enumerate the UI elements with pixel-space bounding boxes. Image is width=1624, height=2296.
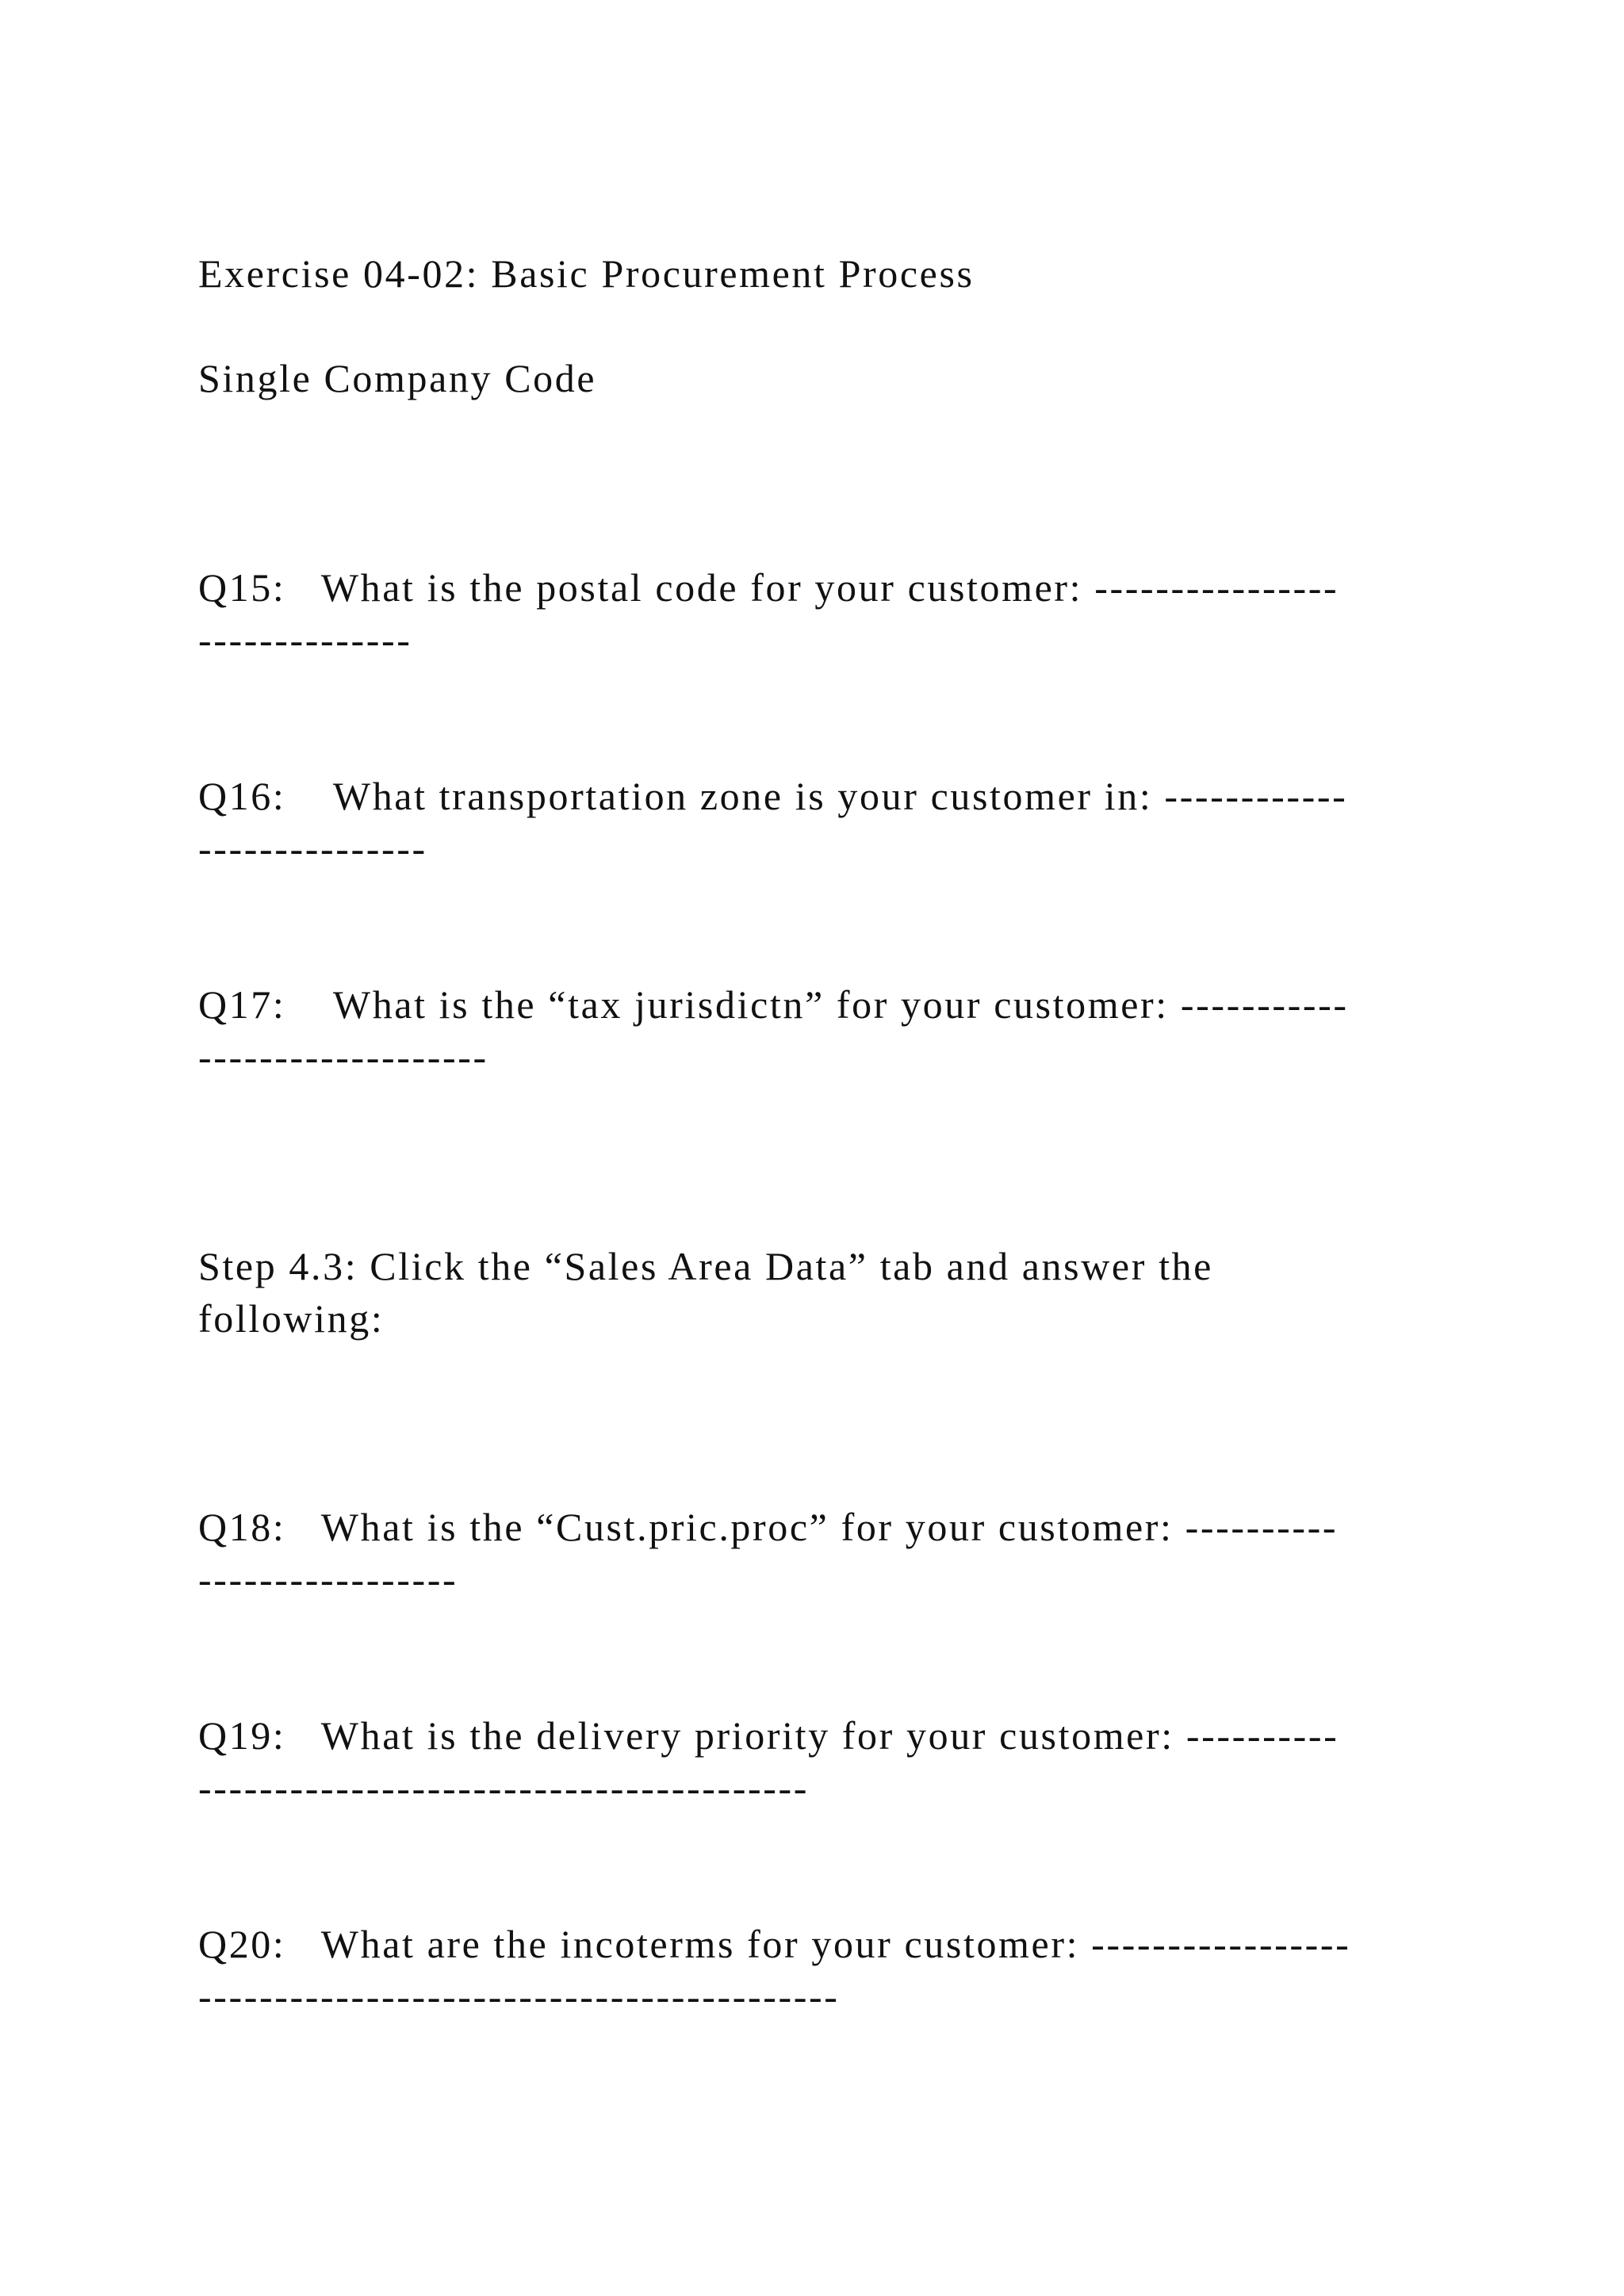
question-q16-line1: Q16: What transportation zone is your customer in: ------------ <box>198 774 1348 818</box>
question-q19-line1: Q19: What is the delivery priority for your customer: ---------- <box>198 1713 1339 1758</box>
question-q20-line2: ------------------------------------------ <box>198 1974 840 2019</box>
question-q15-line1: Q15: What is the postal code for your customer: ---------------- <box>198 565 1339 610</box>
question-q20-line1: Q20: What are the incoterms for your customer: ----------------- <box>198 1922 1351 1966</box>
question-q15-line2: -------------- <box>198 618 412 662</box>
document-subtitle: Single Company Code <box>198 356 597 400</box>
step-instruction-line1: Step 4.3: Click the “Sales Area Data” tab and answer the <box>198 1244 1213 1288</box>
question-q18-line2: ----------------- <box>198 1557 458 1601</box>
question-q17-line1: Q17: What is the “tax jurisdictn” for your customer: ----------- <box>198 982 1349 1027</box>
question-q16-line2: --------------- <box>198 826 427 871</box>
document-title: Exercise 04-02: Basic Procurement Process <box>198 251 975 296</box>
question-q19-line2: ---------------------------------------- <box>198 1766 810 1810</box>
question-q17-line2: ------------------- <box>198 1035 488 1079</box>
step-instruction-line2: following: <box>198 1296 385 1341</box>
question-q18-line1: Q18: What is the “Cust.pric.proc” for your customer: ---------- <box>198 1505 1339 1549</box>
